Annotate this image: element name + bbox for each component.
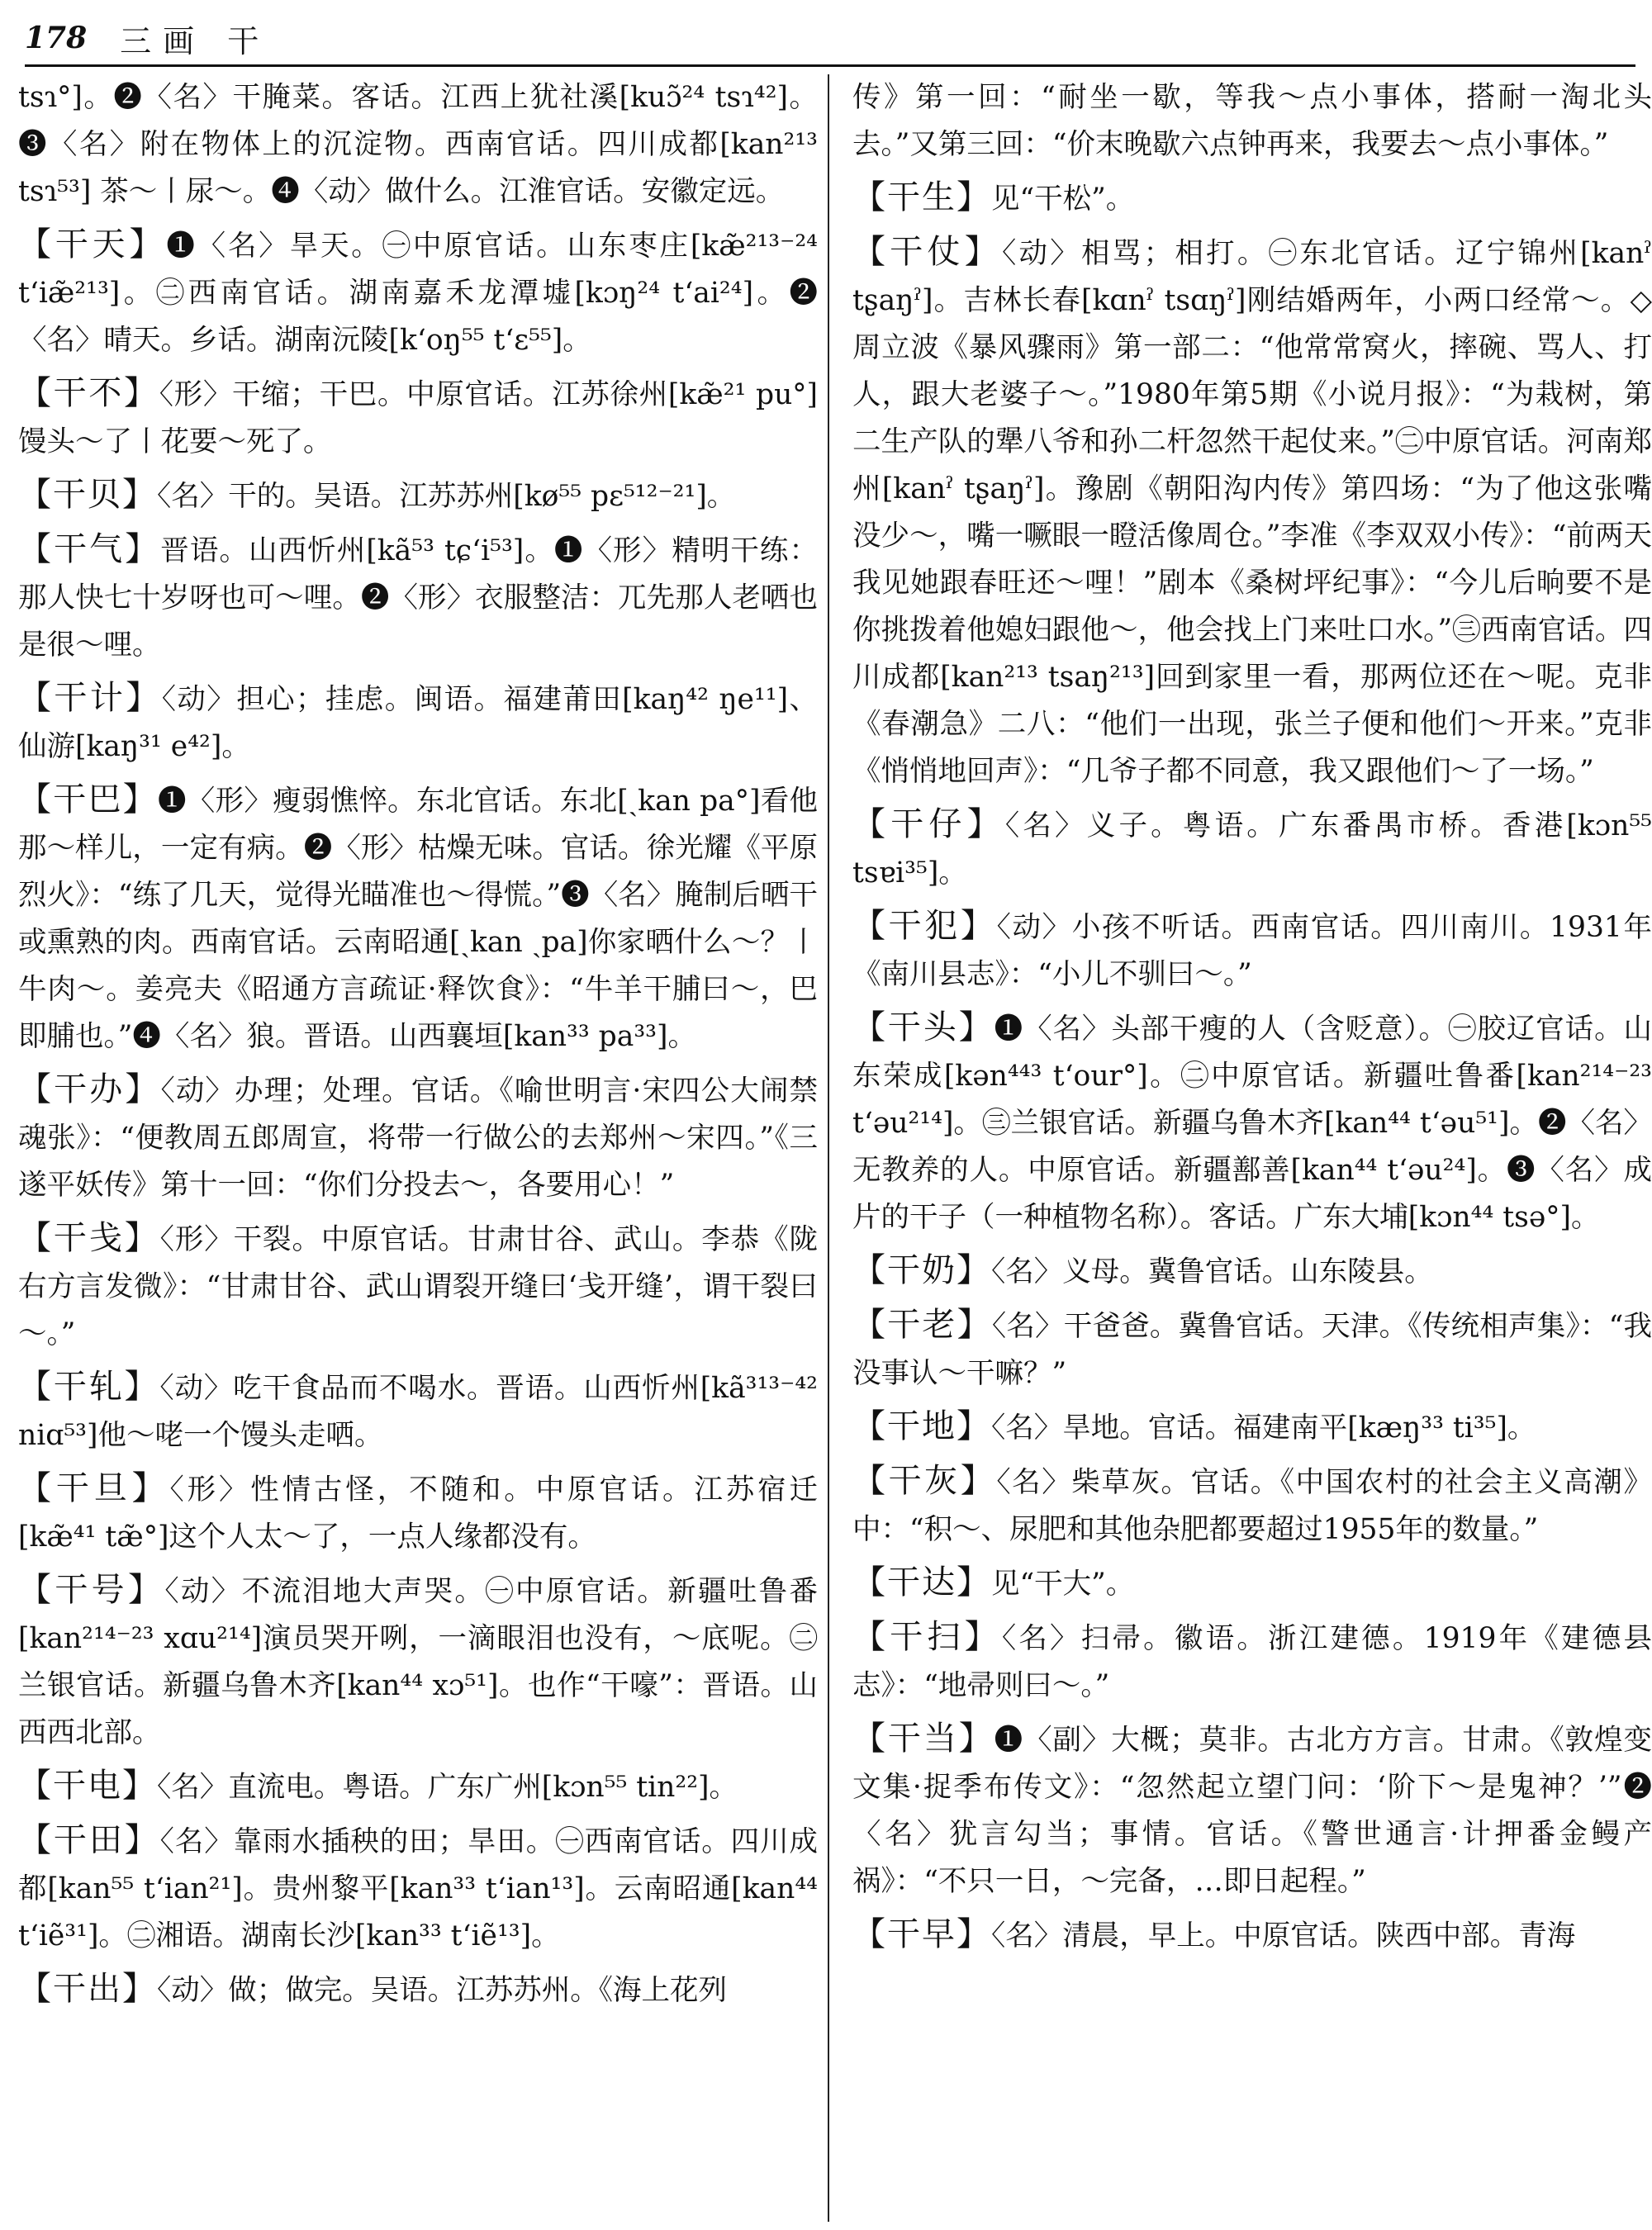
dictionary-entry <box>18 526 818 669</box>
entry-headword: 【干奶】 <box>852 1251 991 1289</box>
entry-text: 见“干松”。 <box>991 183 1135 216</box>
entry-text: 〈名〉扫帚。徽语。浙江建德。1919年《建德县志》：“地帚则曰～。” <box>852 1622 1652 1702</box>
dictionary-entry <box>18 1966 818 2014</box>
entry-headword: 【干不】 <box>18 374 159 412</box>
entry-headword: 【干犯】 <box>852 907 997 945</box>
entry-text: ❶〈名〉旱天。㊀中原官话。山东枣庄[kæ̃²¹³⁻²⁴ tʻiæ̃²¹³]。㊁西南官话。湖南嘉禾龙潭墟[kɔŋ²⁴ tʻai²⁴]。❷〈名〉晴天。乡话。湖南沅陵[kʻoŋ⁵⁵ tʻɛ⁵⁵]。 <box>18 230 818 357</box>
entry-headword: 【干办】 <box>18 1070 161 1108</box>
dictionary-entry <box>18 370 818 466</box>
dictionary-entry <box>852 1302 1652 1397</box>
entry-text: 〈形〉干缩；干巴。中原官话。江苏徐州[kæ̃²¹ pu°]馒头～了丨花要～死了。 <box>18 378 818 458</box>
dictionary-entry <box>852 801 1652 897</box>
dictionary-entry <box>852 73 1652 168</box>
entry-text: 〈动〉不流泪地大声哭。㊀中原官话。新疆吐鲁番[kan²¹⁴⁻²³ xɑu²¹⁴]演员哭开咧，一滴眼泪也没有，～底呢。㊁兰银官话。新疆乌鲁木齐[kan⁴⁴ xɔ⁵¹]。也作“干嚎”：晋语。山西西北部。 <box>18 1575 818 1749</box>
dictionary-entry <box>18 1066 818 1209</box>
dictionary-entry <box>18 776 818 1060</box>
dictionary-entry <box>18 675 818 771</box>
entry-text: 〈动〉做；做完。吴语。江苏苏州。《海上花列 <box>157 1974 727 2007</box>
entry-headword: 【干天】 <box>18 225 167 263</box>
page-header <box>25 12 1635 67</box>
entry-text: 〈动〉办理；处理。官话。《喻世明言·宋四公大闹禁魂张》：“便教周五郎周宣，将带一行做公的去郑州～宋四。”《三遂平妖传》第十一回：“你们分投去～，各要用心！” <box>18 1075 818 1202</box>
right-column <box>852 73 1652 2220</box>
dictionary-entry <box>852 1403 1652 1452</box>
entry-headword: 【干达】 <box>852 1563 991 1601</box>
dictionary-entry <box>852 903 1652 999</box>
entry-headword: 【干田】 <box>18 1821 160 1859</box>
dictionary-entry <box>852 229 1652 795</box>
entry-text: 〈形〉性情古怪，不随和。中原官话。江苏宿迁[kæ̃⁴¹ tæ̃°]这个人太～了，一点人缘都没有。 <box>18 1473 818 1554</box>
entry-text: 〈名〉靠雨水插秧的田；旱田。㊀西南官话。四川成都[kan⁵⁵ tʻian²¹]。贵州黎平[kan³³ tʻian¹³]。云南昭通[kan⁴⁴ tʻiẽ³¹]。㊁湘语。湖南长沙[kan³³ tʻiẽ¹³]。 <box>18 1825 818 1952</box>
entry-headword: 【干旦】 <box>18 1469 170 1507</box>
section-title: 三画 干 <box>120 22 271 59</box>
dictionary-entry <box>18 221 818 364</box>
entry-headword: 【干地】 <box>852 1407 991 1445</box>
entry-headword: 【干轧】 <box>18 1368 160 1406</box>
entry-text: 〈名〉义母。冀鲁官话。山东陵县。 <box>991 1255 1433 1288</box>
dictionary-entry <box>852 1614 1652 1710</box>
entry-text: 〈名〉柴草灰。官话。《中国农村的社会主义高潮》中：“积～、尿肥和其他杂肥都要超过1955年的数量。” <box>852 1466 1652 1546</box>
entry-text: 〈形〉干裂。中原官话。甘肃甘谷、武山。李恭《陇右方言发微》：“甘肃甘谷、武山谓裂开缝曰‘戋开缝’，谓干裂曰～。” <box>18 1223 818 1350</box>
dictionary-entry <box>18 1465 818 1561</box>
entry-text: 〈名〉旱地。官话。福建南平[kæŋ³³ ti³⁵]。 <box>991 1412 1536 1445</box>
dictionary-entry <box>852 1911 1652 1960</box>
entry-headword: 【干巴】 <box>18 780 159 818</box>
entry-headword: 【干当】 <box>852 1720 995 1758</box>
entry-headword: 【干号】 <box>18 1571 165 1609</box>
dictionary-entry <box>18 1567 818 1757</box>
entry-text: 〈动〉小孩不听话。西南官话。四川南川。1931年《南川县志》：“小儿不驯曰～。” <box>852 911 1652 991</box>
entry-text: 〈动〉吃干食品而不喝水。晋语。山西忻州[kã³¹³⁻⁴² niɑ⁵³]他～咾一个馒头走哂。 <box>18 1372 818 1452</box>
entry-headword: 【干电】 <box>18 1767 157 1805</box>
entry-headword: 【干老】 <box>852 1306 992 1344</box>
entry-headword: 【干灰】 <box>852 1462 997 1500</box>
entry-headword: 【干仔】 <box>852 805 1005 843</box>
dictionary-entry <box>18 73 818 216</box>
entry-headword: 【干出】 <box>18 1970 157 2008</box>
entry-headword: 【干气】 <box>18 530 161 568</box>
entry-headword: 【干贝】 <box>18 476 157 514</box>
entry-text: 见“干大”。 <box>991 1568 1135 1601</box>
entry-text: tsɿ°]。❷〈名〉干腌菜。客话。江西上犹社溪[kuɔ̃²⁴ tsɿ⁴²]。❸〈名〉附在物体上的沉淀物。西南官话。四川成都[kan²¹³ tsɿ⁵³] 茶～丨尿～。❹〈动〉做什么。江淮官话。安徽定远。 <box>18 81 818 208</box>
entry-headword: 【干仗】 <box>852 233 1003 271</box>
dictionary-entry <box>18 1364 818 1459</box>
entry-text: ❶〈名〉头部干瘦的人（含贬意）。㊀胶辽官话。山东荣成[kən⁴⁴³ tʻour°]。㊁中原官话。新疆吐鲁番[kan²¹⁴⁻²³ tʻəu²¹⁴]。㊂兰银官话。新疆乌鲁木齐[kan⁴⁴ tʻəu⁵¹]。❷〈名〉无教养的人。中原官话。新疆鄯善[kan⁴⁴ tʻəu²⁴]。❸〈名〉成片的干子（一种植物名称）。客话。广东大埔[kɔn⁴⁴ tsə°]。 <box>852 1013 1652 1234</box>
page-number: 178 <box>25 21 88 55</box>
entry-headword: 【干早】 <box>852 1915 991 1953</box>
entry-text: 〈名〉直流电。粤语。广东广州[kɔn⁵⁵ tin²²]。 <box>157 1771 738 1804</box>
entry-text: 〈动〉担心；挂虑。闽语。福建莆田[kaŋ⁴² ŋe¹¹]、仙游[kaŋ³¹ e⁴²]。 <box>18 683 818 763</box>
entry-text: 〈名〉干爸爸。冀鲁官话。天津。《传统相声集》：“我没事认～干嘛？” <box>852 1310 1652 1390</box>
entry-headword: 【干生】 <box>852 178 991 216</box>
entry-headword: 【干头】 <box>852 1008 995 1046</box>
left-column <box>18 73 818 2220</box>
dictionary-entry <box>852 174 1652 223</box>
dictionary-entry <box>852 1559 1652 1608</box>
dictionary-entry <box>852 1004 1652 1241</box>
dictionary-entry <box>18 1215 818 1358</box>
entry-text: 〈名〉干的。吴语。江苏苏州[kø⁵⁵ pɛ⁵¹²⁻²¹]。 <box>157 480 736 513</box>
entry-text: 〈名〉清晨，早上。中原官话。陕西中部。青海 <box>991 1919 1576 1952</box>
entry-text: ❶〈形〉瘦弱憔悴。东北官话。东北[ˏkan pa°]看他那～样儿，一定有病。❷〈形〉枯燥无味。官话。徐光耀《平原烈火》：“练了几天，觉得光瞄准也～得慌。”❸〈名〉腌制后晒干或熏熟的肉。西南官话。云南昭通[ˏkan ˏpa]你家晒什么～？丨牛肉～。姜亮夫《昭通方言疏证·释饮食》：“牛羊干脯曰～，巴即脯也。”❹〈名〉狼。晋语。山西襄垣[kan³³ pa³³]。 <box>18 785 818 1053</box>
dictionary-entry <box>852 1247 1652 1296</box>
entry-text: 传》第一回：“耐坐一歇，等我～点小事体，搭耐一淘北头去。”又第三回：“价末晚歇六点钟再来，我要去～点小事体。” <box>852 81 1652 161</box>
dictionary-entry <box>852 1715 1652 1905</box>
entry-text: 晋语。山西忻州[kã⁵³ tɕʻi⁵³]。❶〈形〉精明干练：那人快七十岁呀也可～哩。❷〈形〉衣服整洁：兀先那人老哂也是很～哩。 <box>18 534 818 662</box>
entry-text: ❶〈副〉大概；莫非。古北方方言。甘肃。《敦煌变文集·捉季布传文》：“忽然起立望门问：‘阶下～是鬼神？’”❷〈名〉犹言勾当；事情。官话。《警世通言·计押番金鳗产祸》：“不只一日，～完备，…即日起程。” <box>852 1724 1652 1898</box>
dictionary-entry <box>18 1817 818 1960</box>
dictionary-entry <box>18 472 818 520</box>
entry-headword: 【干计】 <box>18 679 162 717</box>
entry-headword: 【干扫】 <box>852 1618 1002 1656</box>
dictionary-entry <box>852 1458 1652 1554</box>
column-divider <box>828 74 829 2222</box>
entry-text: 〈动〉相骂；相打。㊀东北官话。辽宁锦州[kanˀ tʂaŋˀ]。吉林长春[kɑnˀ tsɑŋˀ]刚结婚两年，小两口经常～。◇周立波《暴风骤雨》第一部二：“他常常窝火，摔碗、骂人、打人，跟大老婆子～。”1980年第5期《小说月报》：“为栽树，第二生产队的犟八爷和孙二杆忽然干起仗来。”㊁中原官话。河南郑州[kanˀ tʂaŋˀ]。豫剧《朝阳沟内传》第四场：“为了他这张嘴没少～，嘴一噘眼一瞪活像周仓。”李准《李双双小传》：“前两天我见她跟春旺还～哩！”剧本《桑树坪纪事》：“今儿后晌要不是你挑拨着他媳妇跟他～，他会找上门来吐口水。”㊂西南官话。四川成都[kan²¹³ tsaŋ²¹³]回到家里一看，那两位还在～呢。克非《春潮急》二八：“他们一出现，张兰子便和他们～开来。”克非《悄悄地回声》：“几爷子都不同意，我又跟他们～了一场。” <box>852 237 1652 788</box>
dictionary-entry <box>18 1763 818 1811</box>
entry-text: 〈名〉义子。粤语。广东番禺市桥。香港[kɔn⁵⁵ tsɐi³⁵]。 <box>852 809 1652 890</box>
entry-headword: 【干戋】 <box>18 1219 160 1257</box>
